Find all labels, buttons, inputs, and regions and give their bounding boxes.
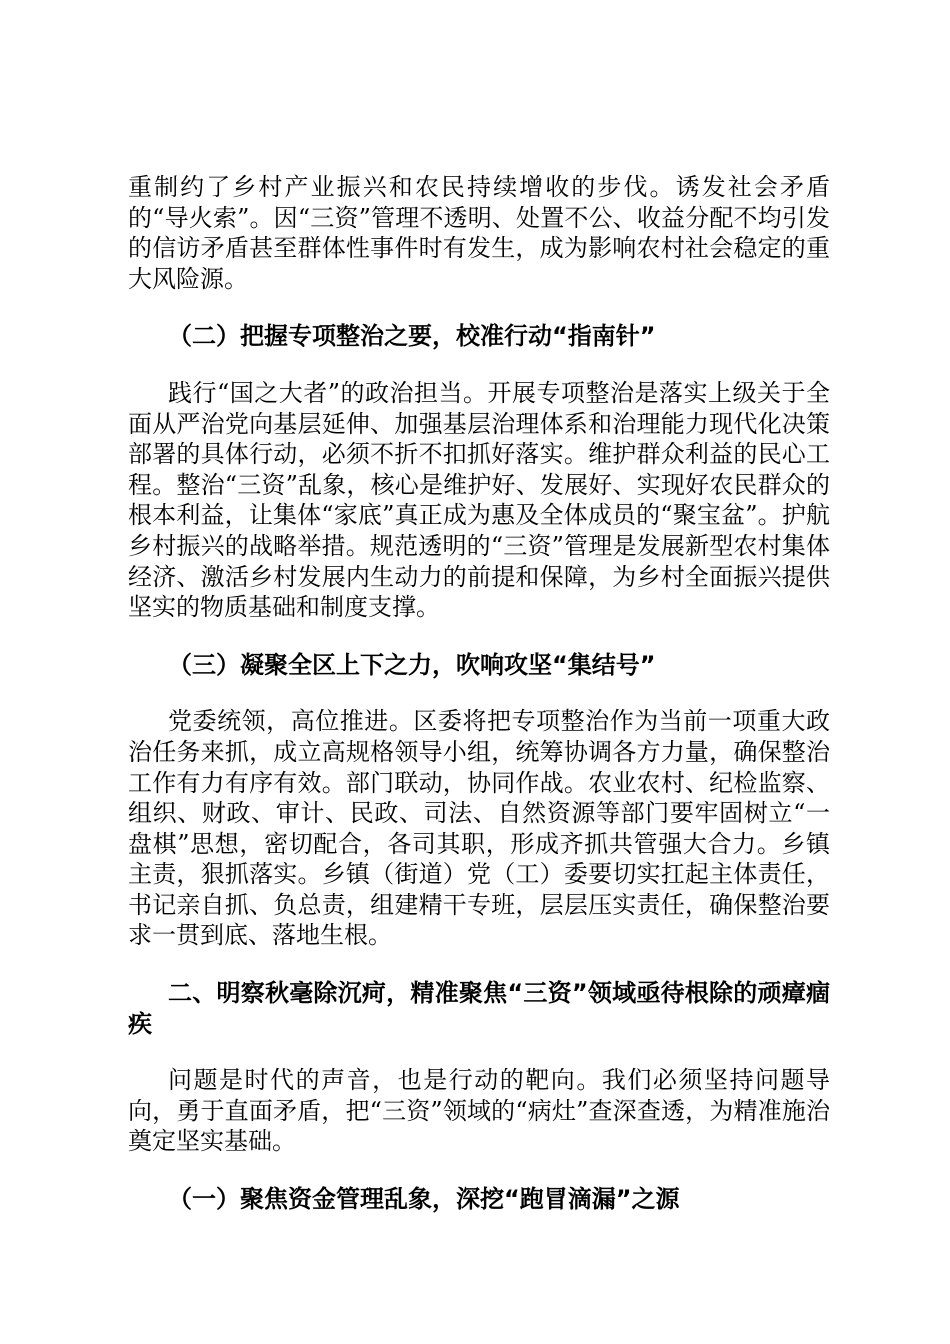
spacer — [128, 623, 830, 650]
paragraph-continuation: 重制约了乡村产业振兴和农民持续增收的步伐。诱发社会矛盾的“导火索”。因“三资”管理不透明、处置不公、收益分配不均引发的信访矛盾甚至群体性事件时有发生，成为影响农村社会稳定的重大风险源。 — [128, 173, 830, 293]
spacer — [128, 294, 830, 321]
spacer — [128, 352, 830, 378]
document-body — [128, 172, 830, 1215]
subheading-3: （三）凝聚全区上下之力，吹响攻坚“集结号” — [168, 650, 656, 679]
paragraph-party-leadership: 党委统领，高位推进。区委将把专项整治作为当前一项重大政治任务来抓，成立高规格领导小组，统筹协调各方力量，确保整治工作有力有序有效。部门联动，协同作战。农业农村、纪检监察、组织、财政、审计、民政、司法、自然资源等部门要牢固树立“一盘棋”思想，密切配合，各司其职，形成齐抓共管强大合力。乡镇主责，狠抓落实。乡镇（街道）党（工）委要切实扛起主体责任，书记亲自抓、负总责，组建精干专班，层层压实责任，确保整治要求一贯到底、落地生根。 — [128, 707, 830, 950]
subheading-2: （二）把握专项整治之要，校准行动“指南针” — [168, 322, 656, 351]
paragraph-problem-orientation: 问题是时代的声音，也是行动的靶向。我们必须坚持问题导向，勇于直面矛盾，把“三资”领域的“病灶”查深查透，为精准施治奠定坚实基础。 — [128, 1066, 830, 1156]
subheading-1-funds: （一）聚焦资金管理乱象，深挖“跑冒滴漏”之源 — [168, 1185, 680, 1214]
major-heading-2: 二、明察秋毫除沉疴，精准聚焦“三资”领域亟待根除的顽瘴痼疾 — [128, 979, 830, 1038]
spacer — [128, 1039, 830, 1065]
spacer — [128, 680, 830, 706]
spacer — [128, 1157, 830, 1184]
spacer — [128, 951, 830, 978]
paragraph-political-responsibility: 践行“国之大者”的政治担当。开展专项整治是落实上级关于全面从严治党向基层延伸、加强基层治理体系和治理能力现代化决策部署的具体行动，必须不折不扣抓好落实。维护群众利益的民心工程。整治“三资”乱象，核心是维护好、发展好、实现好农民群众的根本利益，让集体“家底”真正成为惠及全体成员的“聚宝盆”。护航乡村振兴的战略举措。规范透明的“三资”管理是发展新型农村集体经济、激活乡村发展内生动力的前提和保障，为乡村全面振兴提供坚实的物质基础和制度支撑。 — [128, 378, 830, 622]
